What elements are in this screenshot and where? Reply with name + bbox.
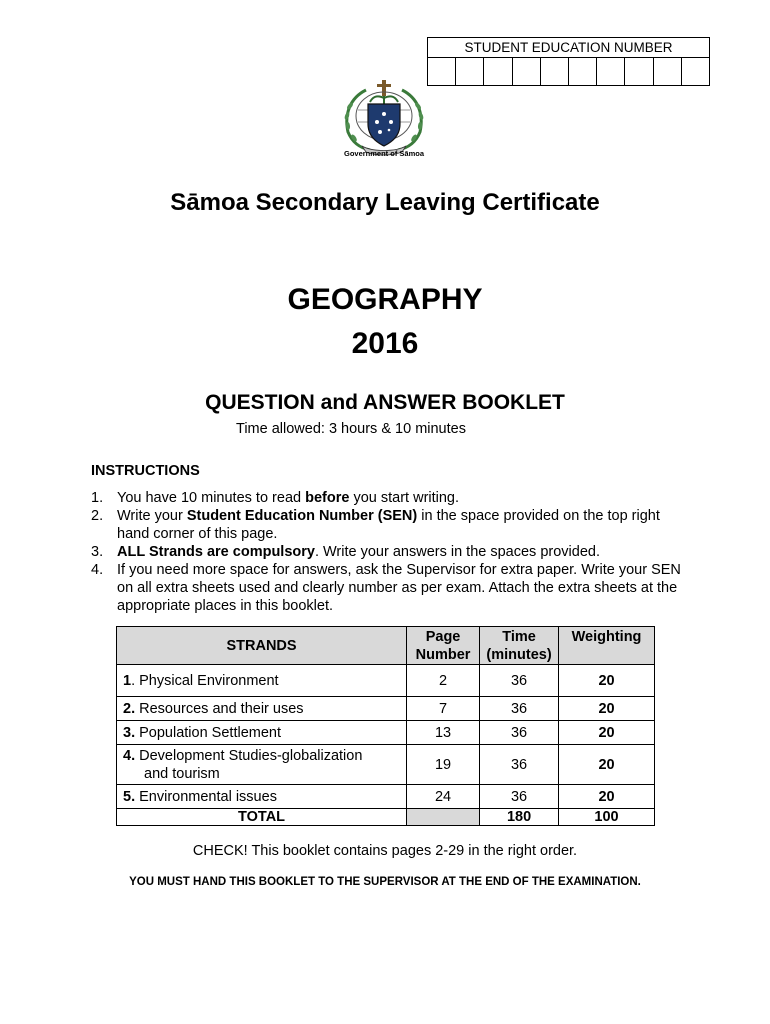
- strand-page-number: 13: [407, 721, 480, 745]
- header-page-line1: Page: [425, 628, 461, 645]
- strand-page-number: 19: [407, 745, 480, 785]
- header-strands: STRANDS: [117, 627, 407, 665]
- strand-row: [117, 745, 655, 785]
- instruction-fragment: . Write your answers in the spaces provided.: [314, 544, 600, 560]
- sen-digit-cell[interactable]: [484, 58, 512, 86]
- strand-name: Development Studies-globalization: [139, 747, 363, 764]
- sen-digit-cell[interactable]: [541, 58, 569, 86]
- strand-name: Physical Environment: [139, 672, 279, 689]
- instruction-item: [91, 489, 691, 507]
- strand-number: 5.: [123, 788, 136, 805]
- total-time: 180: [480, 809, 559, 826]
- hand-in-notice: YOU MUST HAND THIS BOOKLET TO THE SUPERVISOR AT THE END OF THE EXAMINATION.: [129, 876, 641, 888]
- strand-weighting: 20: [559, 721, 655, 745]
- sen-cells: [428, 58, 709, 86]
- instruction-fragment: Write your: [117, 508, 187, 524]
- strand-weighting: 20: [559, 697, 655, 721]
- instruction-item: [91, 543, 691, 561]
- strand-page-number: 2: [407, 665, 480, 697]
- strand-time: 36: [480, 697, 559, 721]
- instruction-number: 2.: [91, 508, 104, 524]
- header-page-number: [407, 627, 480, 665]
- strand-name-continued: and tourism: [144, 765, 220, 782]
- strand-time: 36: [480, 721, 559, 745]
- booklet-title: QUESTION and ANSWER BOOKLET: [205, 391, 565, 414]
- total-page-empty: [407, 809, 480, 826]
- strand-row: [117, 665, 655, 697]
- sen-digit-cell[interactable]: [569, 58, 597, 86]
- page-check-note: CHECK! This booklet contains pages 2-29 in the right order.: [192, 843, 578, 859]
- instruction-fragment: You have 10 minutes to read: [117, 490, 306, 506]
- instruction-emphasis: ALL Strands are compulsory: [117, 544, 315, 560]
- strand-weighting: 20: [559, 785, 655, 809]
- strand-number: 2.: [123, 700, 136, 717]
- strand-name-cell: [117, 697, 407, 721]
- header-time: [480, 627, 559, 665]
- strand-weighting: 20: [559, 665, 655, 697]
- government-crest-icon: [336, 80, 432, 158]
- header-weighting: Weighting: [559, 627, 655, 665]
- subject-title: GEOGRAPHY: [287, 283, 483, 316]
- instruction-fragment: you start writing.: [349, 490, 460, 506]
- sen-digit-cell[interactable]: [654, 58, 682, 86]
- instruction-number: 4.: [91, 562, 104, 578]
- sen-digit-cell[interactable]: [456, 58, 484, 86]
- instruction-text: [117, 507, 691, 543]
- strand-name: Population Settlement: [139, 724, 281, 741]
- certificate-title: Sāmoa Secondary Leaving Certificate: [170, 189, 600, 216]
- strand-row: [117, 721, 655, 745]
- strand-name-cell: [117, 721, 407, 745]
- strands-body: [117, 665, 655, 809]
- strand-time: 36: [480, 785, 559, 809]
- sen-digit-cell[interactable]: [513, 58, 541, 86]
- strand-weighting: 20: [559, 745, 655, 785]
- strand-name-cell: [117, 665, 407, 697]
- strand-name: Resources and their uses: [139, 700, 304, 717]
- instruction-fragment: in the space provided on the top right hand corner of this page.: [117, 508, 660, 542]
- strand-row: [117, 785, 655, 809]
- instruction-fragment: If you need more space for answers, ask the Supervisor for extra paper. Write your SEN on all extra sheets used and clearly number as per exam. Attach the extra sheets at the appropriate places in this booklet.: [117, 562, 681, 614]
- strands-table: [116, 626, 655, 826]
- header-page-line2: Number: [415, 646, 471, 663]
- total-label: TOTAL: [117, 809, 407, 826]
- sen-box: [427, 37, 710, 86]
- strand-name: Environmental issues: [139, 788, 277, 805]
- sen-digit-cell[interactable]: [625, 58, 653, 86]
- instruction-text: [117, 543, 691, 561]
- total-weighting: 100: [559, 809, 655, 826]
- instruction-text: [117, 561, 691, 615]
- strand-name-cell: [117, 785, 407, 809]
- instructions-heading: INSTRUCTIONS: [91, 463, 200, 479]
- instruction-item: [91, 507, 691, 543]
- time-allowed: Time allowed: 3 hours & 10 minutes: [236, 421, 466, 437]
- crest-caption: Government of Sāmoa: [343, 149, 425, 158]
- strand-page-number: 24: [407, 785, 480, 809]
- instruction-number: 1.: [91, 490, 104, 506]
- instruction-emphasis: before: [305, 490, 350, 506]
- strand-number: 4.: [123, 747, 136, 764]
- header-time-line2: (minutes): [486, 646, 552, 663]
- instruction-emphasis: Student Education Number (SEN): [186, 508, 418, 524]
- instruction-text: [117, 489, 691, 507]
- instructions-list: [91, 489, 691, 615]
- strand-time: 36: [480, 665, 559, 697]
- strand-number-separator: .: [131, 672, 136, 689]
- strand-time: 36: [480, 745, 559, 785]
- strand-number: 3.: [123, 724, 136, 741]
- strand-name-cell: [117, 745, 407, 785]
- strand-page-number: 7: [407, 697, 480, 721]
- instruction-number: 3.: [91, 544, 104, 560]
- exam-year: 2016: [351, 327, 419, 360]
- instruction-item: [91, 561, 691, 615]
- strand-number: 1: [123, 672, 132, 689]
- strand-row: [117, 697, 655, 721]
- sen-digit-cell[interactable]: [682, 58, 709, 86]
- header-time-line1: Time: [502, 628, 536, 645]
- sen-digit-cell[interactable]: [597, 58, 625, 86]
- sen-label: STUDENT EDUCATION NUMBER: [428, 38, 709, 58]
- sen-digit-cell[interactable]: [428, 58, 456, 86]
